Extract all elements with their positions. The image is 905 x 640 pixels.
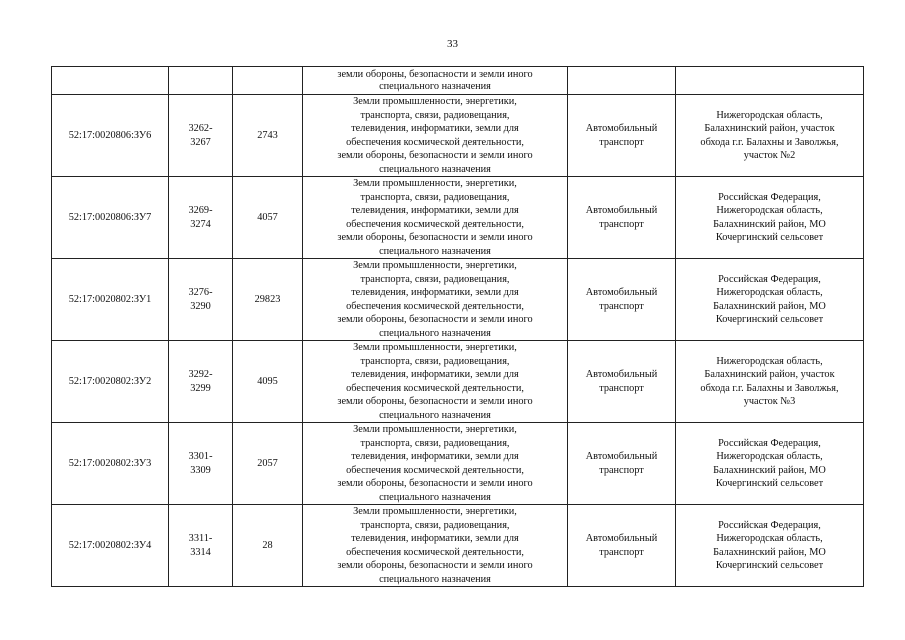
cell-point-numbers — [169, 177, 233, 259]
cell-land-category — [303, 95, 568, 177]
cell-point-numbers — [169, 505, 233, 587]
address-line: Нижегородская область, — [716, 533, 823, 544]
permitted-use-line: транспорт — [599, 382, 644, 394]
land-category-line: земли обороны, безопасности и земли иного — [337, 68, 533, 80]
permitted-use-line: транспорт — [599, 136, 644, 148]
cell-point-numbers — [169, 423, 233, 505]
land-category-line: специального назначения — [379, 409, 491, 421]
cell-permitted-use — [568, 259, 676, 341]
land-category-line: телевидения, информатики, земли для — [351, 287, 519, 298]
permitted-use-line: транспорт — [599, 300, 644, 312]
address-line: Российская Федерация, — [718, 191, 821, 203]
land-category-line: специального назначения — [379, 80, 491, 92]
land-category-line: земли обороны, безопасности и земли иного — [337, 560, 533, 571]
address-line: Кочергинский сельсовет — [715, 232, 824, 243]
cell-land-category — [303, 423, 568, 505]
cell-area: 4057 — [233, 177, 303, 259]
land-category-line: земли обороны, безопасности и земли иного — [337, 396, 533, 407]
land-category-line: специального назначения — [379, 245, 491, 257]
point-numbers-line: 3267 — [190, 136, 211, 148]
point-numbers-line: 3301- — [188, 451, 213, 462]
address-line: Российская Федерация, — [718, 437, 821, 449]
land-category-line: специального назначения — [379, 327, 491, 339]
table-body — [52, 67, 864, 587]
land-category-line: земли обороны, безопасности и земли иного — [337, 314, 533, 325]
cell-point-numbers — [169, 95, 233, 177]
land-category-line: транспорта, связи, радиовещания, — [360, 437, 510, 449]
land-plots-table — [51, 66, 864, 587]
land-category-line: транспорта, связи, радиовещания, — [360, 519, 510, 531]
land-category-line: земли обороны, безопасности и земли иного — [337, 232, 533, 243]
permitted-use-line: Автомобильный — [585, 533, 658, 544]
land-category-line: телевидения, информатики, земли для — [351, 369, 519, 380]
land-category-line: транспорта, связи, радиовещания, — [360, 191, 510, 203]
land-category-line: обеспечения космической деятельности, — [346, 464, 524, 476]
land-category-line: обеспечения космической деятельности, — [346, 382, 524, 394]
address-line: Нижегородская область, — [716, 109, 823, 121]
address-line: Нижегородская область, — [716, 355, 823, 367]
table-row — [52, 177, 864, 259]
point-numbers-line: 3309 — [190, 464, 211, 476]
point-numbers-line: 3274 — [190, 218, 211, 230]
land-category-line: земли обороны, безопасности и земли иного — [337, 150, 533, 161]
cell-cadastral-number: 52:17:0020802:ЗУ3 — [52, 423, 169, 505]
land-category-line: транспорта, связи, радиовещания, — [360, 355, 510, 367]
table-row-continuation — [52, 67, 864, 95]
address-line: Российская Федерация, — [718, 273, 821, 285]
address-line: Кочергинский сельсовет — [715, 560, 824, 571]
cell-point-numbers — [169, 341, 233, 423]
point-numbers-line: 3311- — [188, 533, 213, 544]
address-line: Кочергинский сельсовет — [715, 478, 824, 489]
address-line: Российская Федерация, — [718, 519, 821, 531]
land-category-line: земли обороны, безопасности и земли иного — [337, 478, 533, 489]
permitted-use-line: Автомобильный — [585, 123, 658, 134]
cell-point-numbers — [169, 259, 233, 341]
cell-address — [676, 177, 864, 259]
cell-permitted-use — [568, 505, 676, 587]
permitted-use-line: транспорт — [599, 464, 644, 476]
permitted-use-line: Автомобильный — [585, 451, 658, 462]
cell-permitted-use — [568, 95, 676, 177]
point-numbers-line: 3290 — [190, 300, 211, 312]
permitted-use-line: транспорт — [599, 218, 644, 230]
address-line: Балахнинский район, участок — [704, 123, 835, 134]
address-line: обхода г.г. Балахны и Заволжья, — [700, 382, 839, 394]
cell-land-category — [303, 67, 568, 95]
address-line: Нижегородская область, — [716, 287, 823, 298]
address-line: участок №2 — [743, 150, 796, 161]
cell-area: 4095 — [233, 341, 303, 423]
cell-permitted-use — [568, 177, 676, 259]
point-numbers-line: 3269- — [188, 205, 213, 216]
cell-point-numbers — [169, 67, 233, 95]
cell-permitted-use — [568, 423, 676, 505]
land-category-line: специального назначения — [379, 491, 491, 503]
cell-land-category — [303, 341, 568, 423]
point-numbers-line: 3299 — [190, 382, 211, 394]
land-category-line: Земли промышленности, энергетики, — [353, 96, 517, 107]
land-category-line: обеспечения космической деятельности, — [346, 300, 524, 312]
cell-cadastral-number: 52:17:0020802:ЗУ1 — [52, 259, 169, 341]
table-row — [52, 341, 864, 423]
permitted-use-line: транспорт — [599, 546, 644, 558]
cell-address — [676, 95, 864, 177]
land-category-line: Земли промышленности, энергетики, — [353, 260, 517, 271]
cell-address — [676, 341, 864, 423]
address-line: Нижегородская область, — [716, 205, 823, 216]
cell-address — [676, 505, 864, 587]
cell-land-category — [303, 177, 568, 259]
address-line: Кочергинский сельсовет — [715, 314, 824, 325]
cell-cadastral-number — [52, 67, 169, 95]
table-row — [52, 95, 864, 177]
cell-permitted-use — [568, 67, 676, 95]
land-category-line: Земли промышленности, энергетики, — [353, 342, 517, 353]
address-line: обхода г.г. Балахны и Заволжья, — [700, 136, 839, 148]
permitted-use-line: Автомобильный — [585, 205, 658, 216]
cell-land-category — [303, 259, 568, 341]
cell-address — [676, 67, 864, 95]
land-category-line: телевидения, информатики, земли для — [351, 451, 519, 462]
point-numbers-line: 3314 — [190, 546, 211, 558]
table-row — [52, 505, 864, 587]
land-category-line: Земли промышленности, энергетики, — [353, 178, 517, 189]
page-number: 33 — [447, 38, 458, 50]
cell-area: 28 — [233, 505, 303, 587]
cell-address — [676, 423, 864, 505]
address-line: Балахнинский район, МО — [713, 218, 826, 230]
land-category-line: телевидения, информатики, земли для — [351, 123, 519, 134]
address-line: Балахнинский район, МО — [713, 546, 826, 558]
cell-area: 2743 — [233, 95, 303, 177]
cell-area — [233, 67, 303, 95]
address-line: участок №3 — [743, 396, 796, 407]
cell-permitted-use — [568, 341, 676, 423]
land-category-line: обеспечения космической деятельности, — [346, 136, 524, 148]
land-category-line: специального назначения — [379, 573, 491, 585]
table-row — [52, 423, 864, 505]
cell-cadastral-number: 52:17:0020806:ЗУ6 — [52, 95, 169, 177]
land-category-line: обеспечения космической деятельности, — [346, 218, 524, 230]
cell-land-category — [303, 505, 568, 587]
cell-area: 2057 — [233, 423, 303, 505]
permitted-use-line: Автомобильный — [585, 287, 658, 298]
address-line: Балахнинский район, МО — [713, 300, 826, 312]
point-numbers-line: 3276- — [188, 287, 213, 298]
land-category-line: телевидения, информатики, земли для — [351, 205, 519, 216]
cell-area: 29823 — [233, 259, 303, 341]
table-row — [52, 259, 864, 341]
land-category-line: телевидения, информатики, земли для — [351, 533, 519, 544]
address-line: Балахнинский район, участок — [704, 369, 835, 380]
land-category-line: транспорта, связи, радиовещания, — [360, 273, 510, 285]
point-numbers-line: 3292- — [188, 369, 213, 380]
land-category-line: Земли промышленности, энергетики, — [353, 424, 517, 435]
cell-cadastral-number: 52:17:0020806:ЗУ7 — [52, 177, 169, 259]
cell-cadastral-number: 52:17:0020802:ЗУ4 — [52, 505, 169, 587]
cell-address — [676, 259, 864, 341]
address-line: Балахнинский район, МО — [713, 464, 826, 476]
address-line: Нижегородская область, — [716, 451, 823, 462]
land-category-line: Земли промышленности, энергетики, — [353, 506, 517, 517]
cell-cadastral-number: 52:17:0020802:ЗУ2 — [52, 341, 169, 423]
land-category-line: обеспечения космической деятельности, — [346, 546, 524, 558]
permitted-use-line: Автомобильный — [585, 369, 658, 380]
land-category-line: специального назначения — [379, 163, 491, 175]
point-numbers-line: 3262- — [188, 123, 213, 134]
land-category-line: транспорта, связи, радиовещания, — [360, 109, 510, 121]
